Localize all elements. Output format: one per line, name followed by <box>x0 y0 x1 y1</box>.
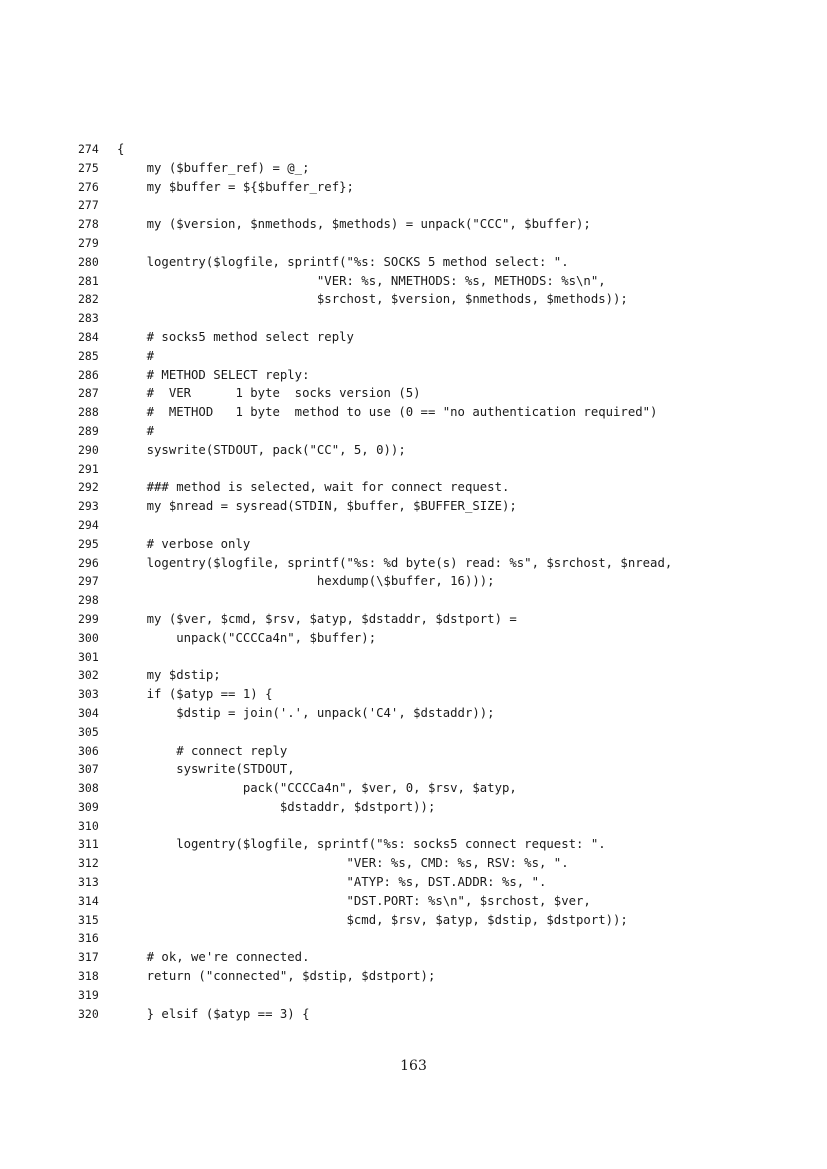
code-text: syswrite(STDOUT, pack("CC", 5, 0)); <box>117 442 406 457</box>
code-line <box>78 272 778 291</box>
line-number: 290 <box>78 442 99 457</box>
line-number: 280 <box>78 254 99 269</box>
code-line <box>78 911 778 930</box>
code-line <box>78 253 778 272</box>
code-line <box>78 854 778 873</box>
line-number: 318 <box>78 969 99 984</box>
code-text: } elsif ($atyp == 3) { <box>117 1006 310 1021</box>
code-line <box>78 441 778 460</box>
line-number: 282 <box>78 292 99 307</box>
line-number: 304 <box>78 705 99 720</box>
code-text: $srchost, $version, $nmethods, $methods)); <box>117 292 628 307</box>
code-line <box>78 422 778 441</box>
line-number: 305 <box>78 724 99 739</box>
line-number: 283 <box>78 311 99 326</box>
code-line <box>78 516 778 535</box>
line-number: 312 <box>78 856 99 871</box>
line-number: 314 <box>78 893 99 908</box>
code-line <box>78 929 778 948</box>
line-number: 277 <box>78 198 99 213</box>
code-line <box>78 140 778 159</box>
line-number: 295 <box>78 536 99 551</box>
line-number: 296 <box>78 555 99 570</box>
code-text: # <box>117 423 155 438</box>
line-number: 275 <box>78 160 99 175</box>
code-line <box>78 554 778 573</box>
code-line <box>78 497 778 516</box>
line-number: 317 <box>78 950 99 965</box>
code-text: if ($atyp == 1) { <box>117 687 273 702</box>
line-number: 292 <box>78 480 99 495</box>
line-number: 281 <box>78 273 99 288</box>
line-number: 315 <box>78 912 99 927</box>
code-text: logentry($logfile, sprintf("%s: SOCKS 5 method select: ". <box>117 254 569 269</box>
code-line <box>78 948 778 967</box>
line-number: 301 <box>78 649 99 664</box>
line-number: 311 <box>78 837 99 852</box>
code-text: my ($version, $nmethods, $methods) = unpack("CCC", $buffer); <box>117 217 591 232</box>
code-line <box>78 760 778 779</box>
code-line <box>78 347 778 366</box>
code-text: "VER: %s, NMETHODS: %s, METHODS: %s\n", <box>117 273 606 288</box>
code-listing <box>78 140 778 1023</box>
code-text: return ("connected", $dstip, $dstport); <box>117 969 436 984</box>
line-number: 287 <box>78 386 99 401</box>
code-line <box>78 478 778 497</box>
code-line <box>78 892 778 911</box>
code-text: $dstip = join('.', unpack('C4', $dstaddr)); <box>117 705 495 720</box>
code-line <box>78 967 778 986</box>
line-number: 293 <box>78 499 99 514</box>
line-number: 308 <box>78 781 99 796</box>
code-text: # <box>117 348 155 363</box>
code-line <box>78 215 778 234</box>
line-number: 291 <box>78 461 99 476</box>
code-line <box>78 986 778 1005</box>
line-number: 276 <box>78 179 99 194</box>
line-number: 307 <box>78 762 99 777</box>
code-line <box>78 610 778 629</box>
code-text: hexdump(\$buffer, 16))); <box>117 574 495 589</box>
page-number: 163 <box>400 1058 427 1074</box>
code-line <box>78 572 778 591</box>
code-text: # METHOD 1 byte method to use (0 == "no authentication required") <box>117 405 658 420</box>
code-line <box>78 328 778 347</box>
code-text: ### method is selected, wait for connect request. <box>117 480 510 495</box>
line-number: 297 <box>78 574 99 589</box>
code-text: # connect reply <box>117 743 288 758</box>
code-line <box>78 723 778 742</box>
code-text: # verbose only <box>117 536 251 551</box>
line-number: 299 <box>78 611 99 626</box>
line-number: 298 <box>78 593 99 608</box>
code-text: "DST.PORT: %s\n", $srchost, $ver, <box>117 893 591 908</box>
line-number: 278 <box>78 217 99 232</box>
code-text: # VER 1 byte socks version (5) <box>117 386 421 401</box>
code-line <box>78 290 778 309</box>
code-line <box>78 742 778 761</box>
code-line <box>78 704 778 723</box>
line-number: 309 <box>78 799 99 814</box>
code-line <box>78 666 778 685</box>
code-text: $dstaddr, $dstport)); <box>117 799 436 814</box>
code-text: my $dstip; <box>117 668 221 683</box>
line-number: 313 <box>78 875 99 890</box>
line-number: 319 <box>78 987 99 1002</box>
code-line <box>78 648 778 667</box>
line-number: 316 <box>78 931 99 946</box>
line-number: 285 <box>78 348 99 363</box>
code-text: "VER: %s, CMD: %s, RSV: %s, ". <box>117 856 569 871</box>
code-text: my $nread = sysread(STDIN, $buffer, $BUFFER_SIZE); <box>117 499 517 514</box>
code-text: $cmd, $rsv, $atyp, $dstip, $dstport)); <box>117 912 628 927</box>
code-line <box>78 309 778 328</box>
code-text: { <box>117 142 125 156</box>
line-number: 306 <box>78 743 99 758</box>
code-text: my $buffer = ${$buffer_ref}; <box>117 179 354 194</box>
code-text: unpack("CCCCa4n", $buffer); <box>117 630 377 645</box>
code-line <box>78 460 778 479</box>
code-line <box>78 366 778 385</box>
code-text: my ($buffer_ref) = @_; <box>117 160 310 175</box>
code-line <box>78 779 778 798</box>
code-line <box>78 1005 778 1024</box>
code-text: "ATYP: %s, DST.ADDR: %s, ". <box>117 875 547 890</box>
line-number: 310 <box>78 818 99 833</box>
line-number: 279 <box>78 235 99 250</box>
code-line <box>78 591 778 610</box>
line-number: 320 <box>78 1006 99 1021</box>
code-line <box>78 159 778 178</box>
code-text: logentry($logfile, sprintf("%s: socks5 connect request: ". <box>117 837 606 852</box>
line-number: 303 <box>78 687 99 702</box>
line-number: 302 <box>78 668 99 683</box>
code-line <box>78 384 778 403</box>
code-text: logentry($logfile, sprintf("%s: %d byte(s) read: %s", $srchost, $nread, <box>117 555 673 570</box>
code-line <box>78 196 778 215</box>
code-line <box>78 685 778 704</box>
code-line <box>78 629 778 648</box>
line-number: 274 <box>78 142 99 156</box>
line-number: 300 <box>78 630 99 645</box>
code-line <box>78 817 778 836</box>
code-text: syswrite(STDOUT, <box>117 762 295 777</box>
code-line <box>78 835 778 854</box>
line-number: 288 <box>78 405 99 420</box>
code-line <box>78 403 778 422</box>
code-text: # METHOD SELECT reply: <box>117 367 310 382</box>
line-number: 286 <box>78 367 99 382</box>
line-number: 289 <box>78 423 99 438</box>
code-line <box>78 178 778 197</box>
code-line <box>78 873 778 892</box>
code-line <box>78 535 778 554</box>
code-text: pack("CCCCa4n", $ver, 0, $rsv, $atyp, <box>117 781 517 796</box>
code-text: # ok, we're connected. <box>117 950 310 965</box>
code-text: my ($ver, $cmd, $rsv, $atyp, $dstaddr, $dstport) = <box>117 611 517 626</box>
code-text: # socks5 method select reply <box>117 329 354 344</box>
line-number: 284 <box>78 329 99 344</box>
code-line <box>78 234 778 253</box>
line-number: 294 <box>78 517 99 532</box>
code-line <box>78 798 778 817</box>
